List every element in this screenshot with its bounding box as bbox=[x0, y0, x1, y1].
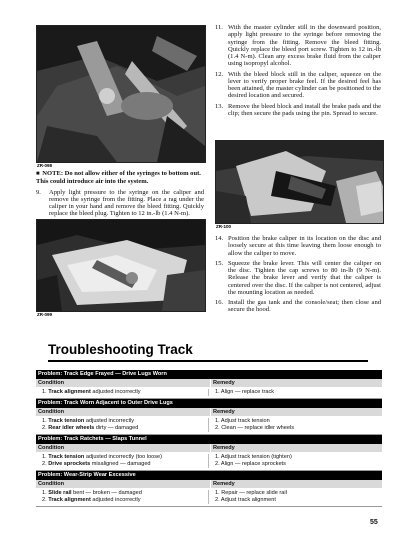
column-headers bbox=[36, 444, 382, 452]
problem-heading: Problem: Track Worn Adjacent to Outer Drive Lugs bbox=[36, 399, 382, 408]
step-13 bbox=[215, 103, 381, 118]
remedy-header: Remedy bbox=[213, 380, 235, 386]
condition-term: Track alignment bbox=[48, 389, 91, 395]
column-headers bbox=[36, 379, 382, 387]
step-text: Remove the bleed block and install the brake pads and the clip; then secure the pads using the pin. Spread to secure. bbox=[228, 102, 381, 117]
condition-header: Condition bbox=[36, 408, 211, 416]
remedy-item bbox=[209, 418, 382, 425]
table-row bbox=[36, 387, 382, 399]
note-label: NOTE: bbox=[42, 170, 63, 177]
photo-brake-pads-install bbox=[215, 140, 384, 224]
remedy-item bbox=[209, 425, 382, 432]
step-11 bbox=[215, 24, 381, 68]
remedy-item bbox=[209, 497, 382, 504]
remedy-header: Remedy bbox=[213, 481, 235, 487]
condition-detail: adjusted incorrectly bbox=[90, 497, 141, 503]
condition-cell bbox=[36, 490, 209, 504]
item-number: 2. bbox=[42, 425, 47, 431]
remedy-text: Adjust track tension bbox=[220, 418, 270, 424]
item-number: 1. bbox=[42, 454, 47, 460]
step-12 bbox=[215, 71, 381, 100]
item-number: 2. bbox=[42, 497, 47, 503]
table-row bbox=[36, 488, 382, 507]
step-text: With the bleed block still in the caliper, squeeze on the lever to verify proper brake feel. If the desired feel has been attained, the master cylinder can be positioned to the desired location and secured. bbox=[228, 70, 381, 100]
condition-item bbox=[36, 454, 208, 461]
step-9 bbox=[36, 189, 204, 218]
condition-cell bbox=[36, 454, 209, 468]
table-row bbox=[36, 452, 382, 471]
condition-item bbox=[36, 389, 208, 396]
step-15 bbox=[215, 260, 381, 296]
step-text: Position the brake caliper in its location on the disc and loosely secure at this time leaving them loose enough to allow the caliper to move. bbox=[228, 235, 381, 257]
problem-heading: Problem: Wear-Strip Wear Excessive bbox=[36, 471, 382, 480]
condition-cell bbox=[36, 389, 209, 396]
condition-detail: adjusted incorrectly (too loose) bbox=[84, 454, 163, 460]
photo-bleed-syringe-top bbox=[36, 25, 206, 163]
condition-header: Condition bbox=[36, 480, 211, 488]
problem-block bbox=[36, 471, 382, 507]
table-row bbox=[36, 416, 382, 435]
note bbox=[36, 170, 204, 186]
remedy-header: Remedy bbox=[213, 409, 235, 415]
problem-block bbox=[36, 399, 382, 435]
step-number: 13. bbox=[215, 102, 224, 110]
condition-cell bbox=[36, 418, 209, 432]
condition-term: Rear idler wheels bbox=[48, 425, 95, 431]
problem-heading: Problem: Track Ratchets — Slaps Tunnel bbox=[36, 435, 382, 444]
remedy-text: Align — replace track bbox=[220, 389, 275, 395]
condition-term: Track alignment bbox=[48, 497, 91, 503]
condition-detail: bent — broken — damaged bbox=[71, 490, 142, 496]
step-number: 14. bbox=[215, 235, 224, 242]
problem-heading: Problem: Track Edge Frayed — Drive Lugs Worn bbox=[36, 370, 382, 379]
condition-term: Track tension bbox=[48, 454, 85, 460]
remedy-text: Repair — replace slide rail bbox=[221, 490, 287, 496]
step-text: Apply light pressure to the syringe on the caliper and remove the syringe from the fitting. Place a rag under the caliper in your hand and remove the bleed fitting. Quickly replace the bleed plug. Tighten to 12 in.-lb (1.4 N-m). bbox=[49, 188, 204, 218]
condition-detail: misaligned — damaged bbox=[90, 461, 151, 467]
step-number: 12. bbox=[215, 70, 224, 78]
note-square-icon: ■ bbox=[36, 171, 40, 177]
item-number: 2. bbox=[215, 425, 220, 431]
column-headers bbox=[36, 480, 382, 488]
remedy-text: Clean — replace idler wheels bbox=[221, 425, 294, 431]
remedy-item bbox=[209, 461, 382, 468]
step-number: 9. bbox=[36, 188, 41, 196]
right-column-top-text bbox=[215, 24, 381, 120]
photo-code-right: ZR-100 bbox=[216, 224, 232, 229]
note-text: Do not allow either of the syringes to bottom out. This could introduce air into the system. bbox=[36, 170, 201, 186]
photo-graphic bbox=[37, 26, 205, 162]
condition-item bbox=[36, 461, 208, 468]
step-16 bbox=[215, 299, 381, 314]
troubleshooting-table bbox=[36, 370, 382, 507]
condition-item bbox=[36, 425, 208, 432]
right-column-bottom-text bbox=[215, 235, 381, 317]
photo-code-bottom-left: ZR-099 bbox=[37, 312, 53, 317]
condition-detail: adjusted incorrectly bbox=[84, 418, 135, 424]
step-number: 11. bbox=[215, 24, 223, 31]
condition-term: Drive sprockets bbox=[48, 461, 91, 467]
condition-detail: adjusted incorrectly bbox=[90, 389, 141, 395]
problem-block bbox=[36, 370, 382, 399]
photo-graphic bbox=[216, 141, 383, 223]
remedy-item bbox=[209, 490, 382, 497]
condition-header: Condition bbox=[36, 379, 211, 387]
item-number: 1. bbox=[42, 418, 47, 424]
condition-term: Slide rail bbox=[48, 490, 72, 496]
item-number: 2. bbox=[215, 461, 220, 467]
remedy-text: Adjust track alignment bbox=[220, 497, 276, 503]
photo-bleed-fitting-rag bbox=[36, 219, 206, 312]
item-number: 1. bbox=[215, 389, 220, 395]
condition-term: Track tension bbox=[48, 418, 85, 424]
step-number: 15. bbox=[215, 259, 224, 267]
step-number: 16. bbox=[215, 299, 224, 306]
item-number: 2. bbox=[215, 497, 220, 503]
remedy-item bbox=[209, 389, 382, 396]
section-title: Troubleshooting Track bbox=[48, 342, 368, 362]
condition-item bbox=[36, 490, 208, 497]
remedy-cell bbox=[209, 389, 382, 396]
step-14 bbox=[215, 235, 381, 257]
item-number: 1. bbox=[215, 490, 220, 496]
remedy-text: Align — replace sprockets bbox=[220, 461, 286, 467]
item-number: 2. bbox=[42, 461, 47, 467]
remedy-text: Adjust track tension (tighten) bbox=[220, 454, 292, 460]
column-headers bbox=[36, 408, 382, 416]
remedy-cell bbox=[209, 418, 382, 432]
condition-item bbox=[36, 418, 208, 425]
item-number: 1. bbox=[42, 389, 47, 395]
step-text: Squeeze the brake lever. This will center the caliper on the disc. Tighten the cap screws to 80 in-lb (9 N-m). Release the brake lever and verify that the caliper is centered over the disc. If the caliper is not centered, adjust the mounting location as needed. bbox=[228, 259, 381, 296]
condition-header: Condition bbox=[36, 444, 211, 452]
step-text: Install the gas tank and the console/seat; then close and secure the hood. bbox=[228, 299, 381, 314]
remedy-cell bbox=[209, 490, 382, 504]
item-number: 1. bbox=[215, 454, 220, 460]
remedy-header: Remedy bbox=[213, 445, 235, 451]
item-number: 1. bbox=[42, 490, 47, 496]
step-text: With the master cylinder still in the downward position, apply light pressure to the syringe before removing the syringe from the fitting. Remove the bleed fitting. Quickly replace the bleed port screw. Tighten to 12 in.-lb (1.4 N-m). Clean any excess brake fluid from the caliper using isopropyl alcohol. bbox=[228, 24, 381, 68]
problem-block bbox=[36, 435, 382, 471]
page-number: 55 bbox=[370, 519, 378, 526]
photo-code-top-left: ZR-098 bbox=[37, 163, 53, 168]
remedy-item bbox=[209, 454, 382, 461]
photo-graphic bbox=[37, 220, 205, 311]
condition-detail: dirty — damaged bbox=[94, 425, 139, 431]
remedy-cell bbox=[209, 454, 382, 468]
item-number: 1. bbox=[215, 418, 220, 424]
condition-item bbox=[36, 497, 208, 504]
